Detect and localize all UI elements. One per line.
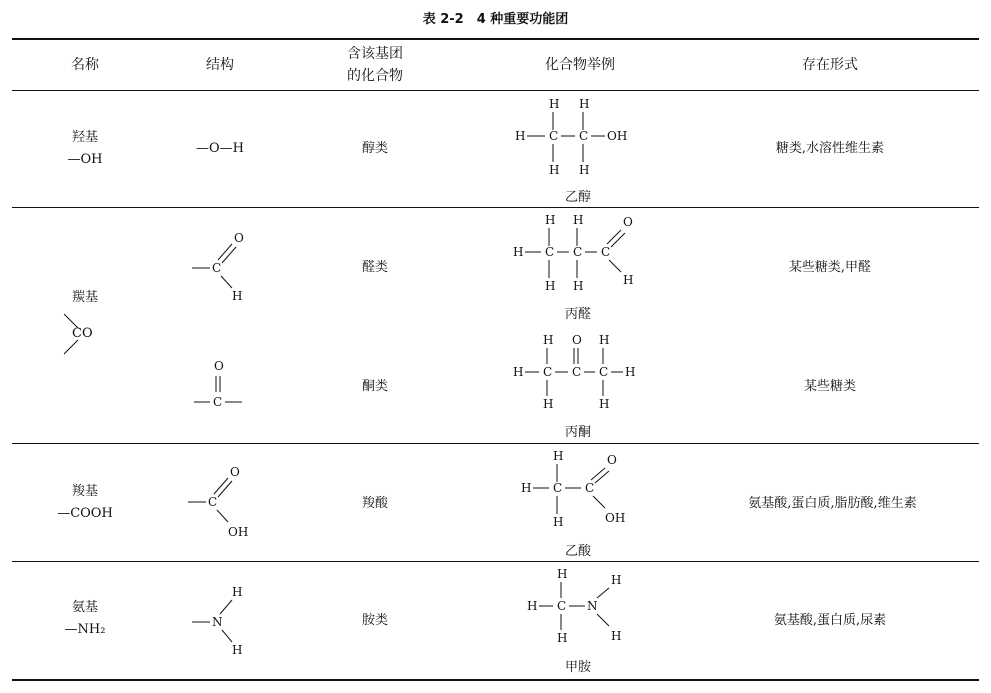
amino-compound: 胺类 bbox=[361, 613, 388, 628]
propanal-structure bbox=[505, 210, 655, 302]
header-example: 化合物举例 bbox=[545, 57, 615, 73]
svg-text:H: H bbox=[232, 585, 243, 599]
carboxyl-form: 氨基酸,蛋白质,脂肪酸,维生素 bbox=[748, 496, 917, 511]
svg-text:H: H bbox=[513, 365, 524, 379]
svg-text:O: O bbox=[234, 231, 244, 245]
row-rule-2 bbox=[12, 443, 979, 444]
svg-text:H: H bbox=[611, 629, 622, 643]
svg-text:H: H bbox=[515, 129, 526, 143]
svg-text:H: H bbox=[611, 573, 622, 587]
aldehyde-structure bbox=[188, 228, 258, 308]
svg-text:H: H bbox=[573, 279, 584, 293]
amino-name: 氨基 bbox=[71, 600, 98, 615]
header-structure: 结构 bbox=[206, 57, 234, 73]
svg-text:H: H bbox=[553, 515, 564, 529]
svg-text:N: N bbox=[212, 615, 223, 629]
svg-text:H: H bbox=[557, 631, 568, 645]
svg-text:O: O bbox=[572, 333, 582, 347]
ketone-compound: 酮类 bbox=[361, 379, 388, 394]
svg-text:C: C bbox=[549, 129, 559, 143]
svg-text:H: H bbox=[553, 449, 564, 463]
row-rule-1 bbox=[12, 207, 979, 208]
header-compound-line2: 的化合物 bbox=[347, 68, 403, 84]
svg-text:H: H bbox=[543, 397, 554, 411]
header-form: 存在形式 bbox=[802, 57, 858, 73]
amino-structure bbox=[188, 582, 268, 662]
ethanol-name: 乙醇 bbox=[564, 190, 591, 205]
svg-text:C: C bbox=[208, 495, 218, 509]
svg-text:H: H bbox=[557, 567, 568, 581]
svg-text:H: H bbox=[625, 365, 636, 379]
carboxyl-formula: —COOH bbox=[57, 506, 113, 521]
svg-text:OH: OH bbox=[607, 129, 628, 143]
hydroxyl-structure: —O—H bbox=[196, 141, 244, 156]
carbonyl-name: 羰基 bbox=[71, 290, 98, 305]
acetic-acid-name: 乙酸 bbox=[564, 544, 591, 559]
carboxyl-compound: 羧酸 bbox=[361, 496, 388, 511]
svg-text:H: H bbox=[599, 397, 610, 411]
svg-text:C: C bbox=[213, 395, 223, 409]
svg-text:OH: OH bbox=[605, 511, 626, 525]
ketone-structure bbox=[188, 356, 258, 416]
ethanol-structure bbox=[505, 92, 655, 184]
svg-text:H: H bbox=[549, 97, 560, 111]
svg-text:C: C bbox=[579, 129, 589, 143]
methylamine-structure bbox=[505, 564, 655, 656]
svg-text:N: N bbox=[587, 599, 598, 613]
top-rule bbox=[12, 38, 979, 40]
svg-text:H: H bbox=[543, 333, 554, 347]
row-rule-3 bbox=[12, 561, 979, 562]
methylamine-name: 甲胺 bbox=[564, 660, 591, 675]
svg-text:H: H bbox=[545, 213, 556, 227]
svg-text:O: O bbox=[607, 453, 617, 467]
acetone-name: 丙酮 bbox=[564, 425, 591, 440]
svg-text:C: C bbox=[545, 245, 555, 259]
bottom-rule bbox=[12, 679, 979, 681]
svg-text:O: O bbox=[230, 465, 240, 479]
aldehyde-form: 某些糖类,甲醛 bbox=[788, 260, 872, 275]
amino-formula: —NH₂ bbox=[64, 622, 106, 637]
header-rule bbox=[12, 90, 979, 91]
header-compound-line1: 含该基团 bbox=[347, 46, 403, 62]
hydroxyl-form: 糖类,水溶性维生素 bbox=[775, 141, 885, 156]
acetone-structure bbox=[505, 330, 655, 416]
svg-text:H: H bbox=[232, 643, 243, 657]
ketone-form: 某些糖类 bbox=[803, 379, 856, 394]
svg-text:H: H bbox=[545, 279, 556, 293]
svg-text:C: C bbox=[572, 365, 582, 379]
svg-text:C: C bbox=[573, 245, 583, 259]
svg-text:O: O bbox=[214, 359, 224, 373]
amino-form: 氨基酸,蛋白质,尿素 bbox=[773, 613, 887, 628]
svg-text:H: H bbox=[521, 481, 532, 495]
svg-text:C: C bbox=[543, 365, 553, 379]
carboxyl-name: 羧基 bbox=[71, 484, 98, 499]
header-name: 名称 bbox=[71, 57, 99, 73]
svg-text:C: C bbox=[212, 261, 222, 275]
svg-text:C: C bbox=[585, 481, 595, 495]
hydroxyl-name: 羟基 bbox=[71, 130, 98, 145]
acetic-acid-structure bbox=[505, 446, 655, 538]
carboxyl-structure bbox=[186, 462, 266, 542]
svg-text:H: H bbox=[623, 273, 634, 287]
svg-text:H: H bbox=[573, 213, 584, 227]
aldehyde-compound: 醛类 bbox=[361, 260, 388, 275]
hydroxyl-formula: —OH bbox=[67, 152, 103, 167]
svg-text:C: C bbox=[557, 599, 567, 613]
svg-text:O: O bbox=[623, 215, 633, 229]
carbonyl-formula: CO bbox=[72, 326, 93, 341]
svg-text:OH: OH bbox=[228, 525, 249, 539]
propanal-name: 丙醛 bbox=[564, 307, 591, 322]
svg-text:H: H bbox=[527, 599, 538, 613]
table-title: 表 2-2 4 种重要功能团 bbox=[422, 12, 569, 27]
svg-text:H: H bbox=[579, 163, 590, 177]
hydroxyl-compound: 醇类 bbox=[361, 141, 388, 156]
svg-text:H: H bbox=[513, 245, 524, 259]
svg-text:H: H bbox=[549, 163, 560, 177]
svg-text:H: H bbox=[599, 333, 610, 347]
svg-text:H: H bbox=[579, 97, 590, 111]
svg-text:H: H bbox=[232, 289, 243, 303]
svg-text:C: C bbox=[601, 245, 611, 259]
svg-text:C: C bbox=[553, 481, 563, 495]
svg-text:C: C bbox=[599, 365, 609, 379]
